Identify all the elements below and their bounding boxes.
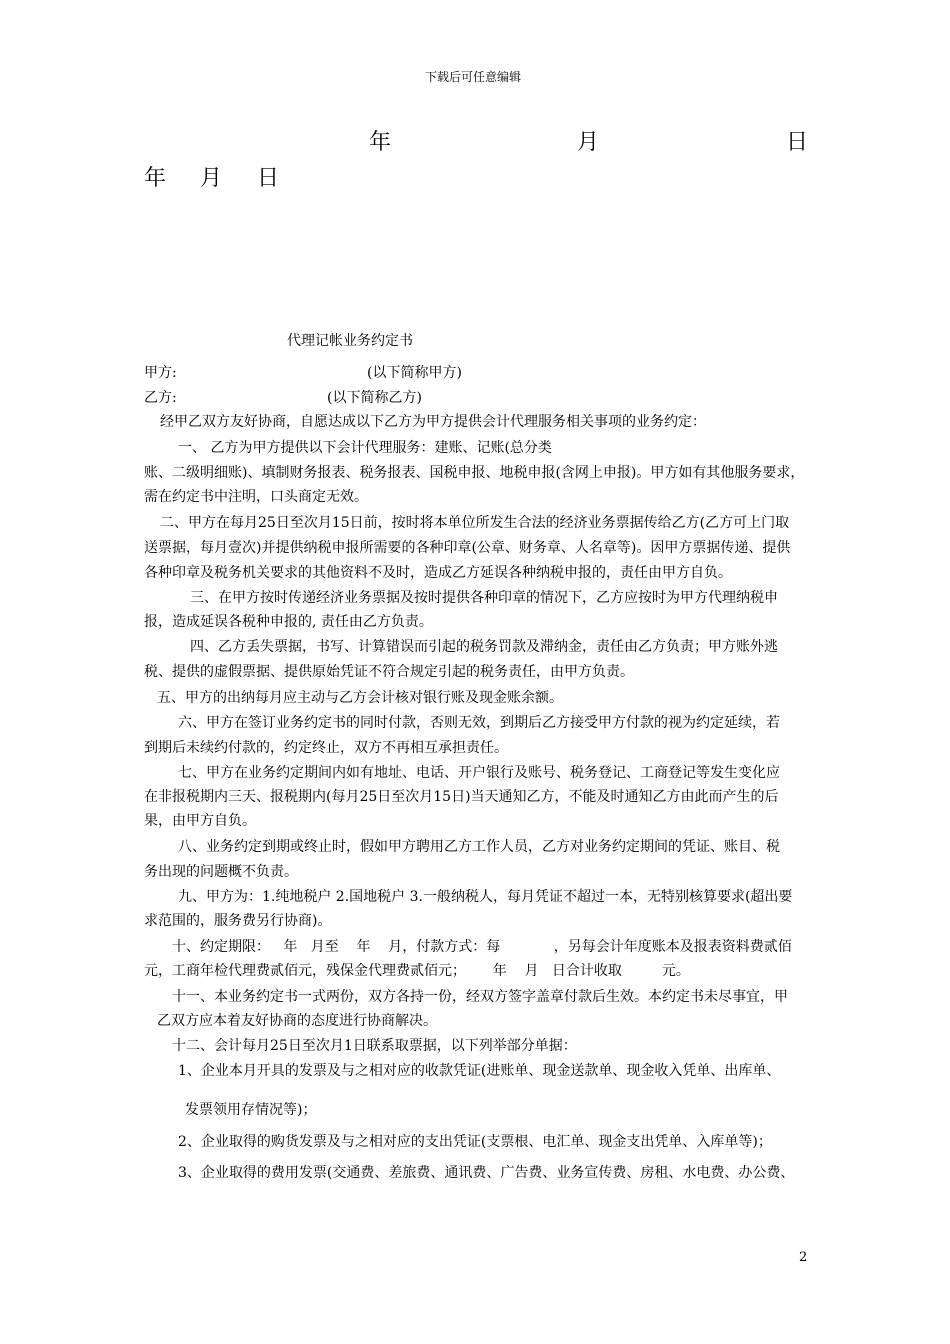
clause-1-line-1: 一、 乙方为甲方提供以下会计代理服务：建账、记账(总分类 bbox=[178, 440, 552, 456]
date-row2-day: 日 bbox=[257, 166, 280, 191]
clause-8-line-1: 八、业务约定到期或终止时，假如甲方聘用乙方工作人员，乙方对业务约定期间的凭证、账目、税 bbox=[178, 839, 780, 855]
list-item-3: 3、企业取得的费用发票(交通费、差旅费、通讯费、广告费、业务宣传费、房租、水电费、办公费、 bbox=[178, 1165, 795, 1181]
clause-9-line-1: 九、甲方为：1.纯地税户 2.国地税户 3.一般纳税人，每月凭证不超过一本，无特别核算要求(超出要 bbox=[178, 889, 793, 905]
list-item-1-line-2: 发票领用存情况等)； bbox=[185, 1102, 317, 1118]
clause-7-line-1: 七、甲方在业务约定期间内如有地址、电话、开户银行及账号、税务登记、工商登记等发生变化应 bbox=[178, 765, 780, 781]
clause-11-line-1: 十一、本业务约定书一式两份，双方各持一份，经双方签字盖章付款后生效。本约定书未尽事宜，甲 bbox=[172, 989, 788, 1005]
clause-4-line-1: 四、乙方丢失票据，书写、计算错误而引起的税务罚款及滞纳金，责任由乙方负责；甲方账外逃 bbox=[190, 639, 778, 655]
party-b-label: 乙方: bbox=[144, 390, 177, 406]
clause-2-line-3: 各种印章及税务机关要求的其他资料不及时，造成乙方延误各种纳税申报的，责任由甲方自负。 bbox=[144, 565, 732, 581]
document-title: 代理记帐业务约定书 bbox=[287, 333, 413, 349]
clause-12-line-1: 十二、会计每月25日至次月1日联系取票据，以下列举部分单据： bbox=[172, 1038, 577, 1054]
clause-6-line-1: 六、甲方在签订业务约定书的同时付款，否则无效，到期后乙方接受甲方付款的视为约定延续，若 bbox=[178, 715, 780, 731]
clause-7-line-2: 在非报税期内三天、报税期内(每月25日至次月15日)当天通知乙方，不能及时通知乙方由此而产生的后 bbox=[144, 789, 779, 805]
date-row1-day: 日 bbox=[786, 130, 809, 155]
party-b-note: (以下简称乙方) bbox=[327, 390, 422, 406]
clause-2-line-2: 送票据，每月壹次)并提供纳税申报所需要的各种印章(公章、财务章、人名章等)。因甲方票据传递、提供 bbox=[144, 540, 791, 556]
clause-11-line-2: 乙双方应本着友好协商的态度进行协商解决。 bbox=[157, 1013, 437, 1029]
date-row1-month: 月 bbox=[577, 130, 600, 155]
clause-10-line-1: 十、约定期限： 年 月至 年 月，付款方式：每 ，另每会计年度账本及报表资料费贰佰 bbox=[172, 939, 792, 955]
date-row2-month: 月 bbox=[200, 166, 223, 191]
clause-3-line-1: 三、在甲方按时传递经济业务票据及按时提供各种印章的情况下，乙方应按时为甲方代理纳税申 bbox=[190, 590, 778, 606]
intro-line: 经甲乙双方友好协商，自愿达成以下乙方为甲方提供会计代理服务相关事项的业务约定： bbox=[160, 414, 706, 430]
clause-4-line-2: 税、提供的虚假票据、提供原始凭证不符合规定引起的税务责任，由甲方负责。 bbox=[144, 664, 634, 680]
clause-7-line-3: 果，由甲方自负。 bbox=[144, 813, 256, 829]
party-a-label: 甲方: bbox=[144, 365, 177, 381]
clause-3-line-2: 报，造成延误各税种申报的, 责任由乙方负责。 bbox=[144, 614, 433, 630]
date-row1-year: 年 bbox=[369, 130, 392, 155]
clause-9-line-2: 求范围的，服务费另行协商)。 bbox=[144, 913, 332, 929]
clause-1-line-3: 需在约定书中注明，口头商定无效。 bbox=[144, 489, 368, 505]
clause-8-line-2: 务出现的问题概不负责。 bbox=[144, 864, 298, 880]
date-row2-year: 年 bbox=[144, 166, 167, 191]
clause-2-line-1: 二、甲方在每月25日至次月15日前，按时将本单位所发生合法的经济业务票据传给乙方(乙方可上门取 bbox=[160, 515, 790, 531]
clause-1-line-2: 账、二级明细账)、填制财务报表、税务报表、国税申报、地税申报(含网上申报)。甲方如有其他服务要求， bbox=[144, 465, 805, 481]
clause-6-line-2: 到期后未续约付款的，约定终止，双方不再相互承担责任。 bbox=[144, 740, 508, 756]
list-item-1-line-1: 1、企业本月开具的发票及与之相对应的收款凭证(进账单、现金送款单、现金收入凭单、出库单、 bbox=[178, 1063, 781, 1079]
page-number: 2 bbox=[799, 1250, 808, 1265]
clause-5-line-1: 五、甲方的出纳每月应主动与乙方会计核对银行账及现金账余额。 bbox=[157, 690, 563, 706]
party-a-note: (以下简称甲方) bbox=[367, 365, 462, 381]
page-header: 下载后可任意编辑 bbox=[425, 70, 522, 84]
list-item-2: 2、企业取得的购货发票及与之相对应的支出凭证(支票根、电汇单、现金支出凭单、入库单等)； bbox=[178, 1134, 772, 1150]
clause-10-line-2: 元，工商年检代理费贰佰元，残保金代理费贰佰元； 年 月 日合计收取 元。 bbox=[144, 963, 690, 979]
